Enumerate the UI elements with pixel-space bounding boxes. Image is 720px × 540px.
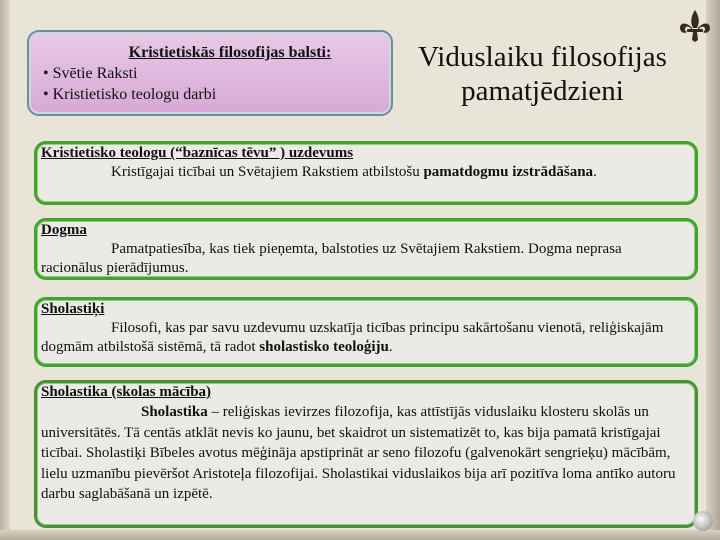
section-scholasticism-bold-term: Sholastika [141,404,208,420]
intro-box [27,30,393,116]
section-scholastics-body [41,319,687,357]
section-fathers-task [34,141,698,205]
section-scholastics [34,297,698,367]
section-scholasticism-body [41,402,687,505]
intro-item-theologians: • Kristietisko teologu darbi [43,86,217,103]
section-scholastics-period: . [388,339,393,355]
section-scholastics-heading: Sholastiķi [41,301,105,317]
section-dogma-body: Pamatpatiesība, kas tiek pieņemta, balstoties uz Svētajiem Rakstiem. Dogma neprasa racionālus pierādījumus. [41,241,622,276]
page-title [400,40,685,108]
section-fathers-period: . [593,164,597,180]
section-scholasticism-heading: Sholastika (skolas mācība) [41,384,212,400]
section-dogma-heading: Dogma [41,222,87,238]
section-scholastics-body-text: Filosofi, kas par savu uzdevumu uzskatīja ticības principu sakārtošanu vienotā, reliģiskajām dogmām atbilstošā sistēmā, tā radot [41,320,664,355]
left-frame [0,0,10,540]
section-fathers-body [41,163,687,182]
right-frame [706,0,720,540]
section-dogma [34,218,698,280]
section-fathers-bold-term: pamatdogmu [423,164,509,180]
intro-heading: Kristietiskās filosofijas balsti: [128,44,332,61]
section-scholastics-bold-term: sholastisko teoloģiju [259,339,389,355]
section-scholasticism [34,380,698,528]
fleur-de-lis-icon [677,8,713,44]
intro-item-scripture: • Svētie Raksti [43,65,138,82]
section-fathers-bold-term-2: izstrādāšana [512,164,594,180]
section-fathers-heading: Kristietisko teologu (“baznīcas tēvu” ) uzdevums [41,145,354,161]
section-scholasticism-body-text: – reliģiskas ievirzes filozofija, kas attīstījās viduslaiku klosteru skolās un universitātēs. Tā centās atklāt nevis ko jaunu, bet skaidrot un sistematizēt to, kas bija pamatā kristīgajai ticībai. Sholastiķi Bībeles avotus mēģināja apstiprināt ar seno filozofu (galvenokārt sengrieķu) mācībām, lielu uzmanību pievēršot Aristoteļa filozofijai. Sholastikai viduslaikos bija arī pozitīva loma antīko autoru darbu saglabāšanā un izpētē. [41,404,676,502]
corner-ornament [693,511,713,531]
page-title-line2: pamatjēdzieni [461,75,624,107]
page-title-line1: Viduslaiku filosofijas [418,41,667,73]
section-fathers-body-text: Kristīgajai ticībai un Svētajiem Rakstiem atbilstošu [111,164,424,180]
bottom-frame [0,530,720,540]
